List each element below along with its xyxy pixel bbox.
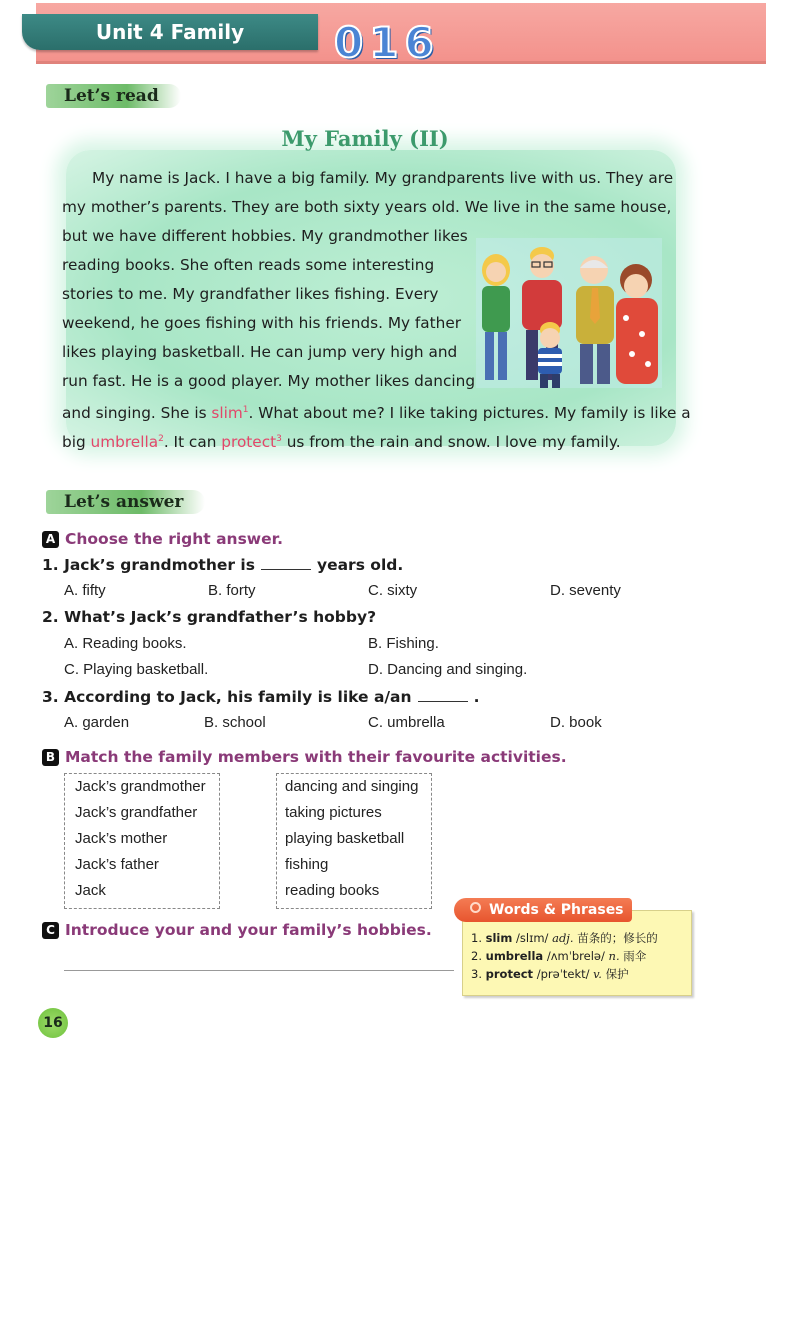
keyword-protect: protect <box>221 433 277 452</box>
task-c-heading <box>42 921 432 939</box>
task-a-text: Choose the right answer. <box>65 530 283 548</box>
vocab-num: 2. <box>471 949 482 963</box>
task-b-badge: B <box>42 749 59 766</box>
members-box <box>64 773 220 909</box>
vocab-num: 3. <box>471 967 482 981</box>
vocab-pos: adj. <box>552 931 574 945</box>
vocab-word: protect <box>485 967 534 981</box>
member-item[interactable]: Jack’s grandmother <box>75 778 206 795</box>
vocab-item-1 <box>471 929 658 947</box>
member-item[interactable]: Jack <box>75 882 106 899</box>
unit-title: Unit 4 Family <box>95 20 245 44</box>
reading-line-1: My name is Jack. I have a big family. My grandparents live with us. They are <box>92 169 674 187</box>
q2-option-d[interactable]: D. Dancing and singing. <box>368 661 528 678</box>
answer-blank[interactable] <box>418 701 468 702</box>
reading-line-4: reading books. She often reads some interesting <box>62 256 435 274</box>
task-c-text: Introduce your and your family’s hobbies. <box>65 921 432 939</box>
reading-line-7: likes playing basketball. He can jump very high and <box>62 343 458 361</box>
vocab-phonetic: /ʌmˈbrelə/ <box>546 949 605 963</box>
task-a-badge: A <box>42 531 59 548</box>
keyword-umbrella: umbrella <box>90 433 159 452</box>
member-item[interactable]: Jack’s mother <box>75 830 168 847</box>
q2-option-b[interactable]: B. Fishing. <box>368 635 439 652</box>
vocab-phonetic: /slɪm/ <box>516 931 549 945</box>
vocab-meaning: 保护 <box>605 967 629 981</box>
q2-option-c[interactable]: C. Playing basketball. <box>64 661 209 678</box>
q1-option-d[interactable]: D. seventy <box>550 582 621 599</box>
q3-option-d[interactable]: D. book <box>550 714 602 731</box>
lets-answer-heading: Let’s answer <box>46 490 205 514</box>
answer-blank[interactable] <box>261 569 311 570</box>
answer-line[interactable] <box>64 970 454 971</box>
activity-item[interactable]: taking pictures <box>285 804 382 821</box>
vocab-phonetic: /prəˈtekt/ <box>536 967 590 981</box>
family-illustration <box>476 238 662 388</box>
reading-text: and singing. She is <box>62 404 212 423</box>
task-b-heading <box>42 748 567 766</box>
activity-item[interactable]: reading books <box>285 882 380 899</box>
footnote-mark: 3 <box>276 434 282 444</box>
reading-text: big <box>62 433 91 452</box>
reading-line-9 <box>62 400 691 423</box>
reading-line-10 <box>62 429 621 452</box>
question-3-text: 3. According to Jack, his family is like a/an <box>42 688 412 706</box>
activity-item[interactable]: playing basketball <box>285 830 405 847</box>
q3-option-b[interactable]: B. school <box>204 714 266 731</box>
member-item[interactable]: Jack’s father <box>75 856 159 873</box>
keyword-slim: slim <box>211 404 243 423</box>
reading-line-2: my mother’s parents. They are both sixty years old. We live in the same house, <box>62 198 672 216</box>
reading-line-5: stories to me. My grandfather likes fishing. Every <box>62 285 439 303</box>
vocab-meaning: 苗条的；修长的 <box>577 931 658 945</box>
vocab-word: slim <box>485 931 513 945</box>
activity-item[interactable]: fishing <box>285 856 329 873</box>
q1-option-b[interactable]: B. forty <box>208 582 256 599</box>
page-number: 16 <box>38 1008 68 1038</box>
reading-line-3: but we have different hobbies. My grandmother likes <box>62 227 468 245</box>
footnote-mark: 2 <box>158 434 164 444</box>
member-item[interactable]: Jack’s grandfather <box>75 804 198 821</box>
reading-text: . What about me? I like taking pictures. My family is like a <box>248 404 691 423</box>
vocab-pos: v. <box>593 967 602 981</box>
reading-title: My Family (II) <box>281 126 449 151</box>
question-3-end: . <box>473 688 480 706</box>
words-phrases-tab <box>454 898 632 922</box>
task-b-text: Match the family members with their favourite activities. <box>65 748 567 766</box>
activity-item[interactable]: dancing and singing <box>285 778 419 795</box>
question-1 <box>42 556 403 574</box>
q1-option-a[interactable]: A. fifty <box>64 582 106 599</box>
footnote-mark: 1 <box>242 405 249 415</box>
reading-text: us from the rain and snow. I love my family. <box>281 433 621 452</box>
reading-line-6: weekend, he goes fishing with his friends. My father <box>62 314 462 332</box>
task-c-badge: C <box>42 922 59 939</box>
reading-text: . It can <box>163 433 222 452</box>
lets-read-heading: Let’s read <box>46 84 181 108</box>
task-a-heading <box>42 530 283 548</box>
activities-box <box>276 773 432 909</box>
words-phrases-title: Words & Phrases <box>489 902 624 918</box>
vocab-pos: n. <box>608 949 620 963</box>
question-2: 2. What’s Jack’s grandfather’s hobby? <box>42 608 377 626</box>
bullet-circle-icon <box>470 902 481 913</box>
question-1-text: 1. Jack’s grandmother is <box>42 556 255 574</box>
q1-option-c[interactable]: C. sixty <box>368 582 418 599</box>
question-3 <box>42 688 479 706</box>
q2-option-a[interactable]: A. Reading books. <box>64 635 187 652</box>
words-phrases-box <box>462 910 692 996</box>
vocab-num: 1. <box>471 931 482 945</box>
vocab-item-2 <box>471 947 658 965</box>
q3-option-c[interactable]: C. umbrella <box>368 714 445 731</box>
reading-line-8: run fast. He is a good player. My mother likes dancing <box>62 372 476 390</box>
grandmother-figure <box>616 264 658 384</box>
vocab-meaning: 雨伞 <box>623 949 647 963</box>
page-code: 016 <box>334 18 440 67</box>
vocab-item-3 <box>471 965 658 983</box>
q3-option-a[interactable]: A. garden <box>64 714 130 731</box>
question-1-end: years old. <box>316 556 404 574</box>
vocab-word: umbrella <box>485 949 544 963</box>
